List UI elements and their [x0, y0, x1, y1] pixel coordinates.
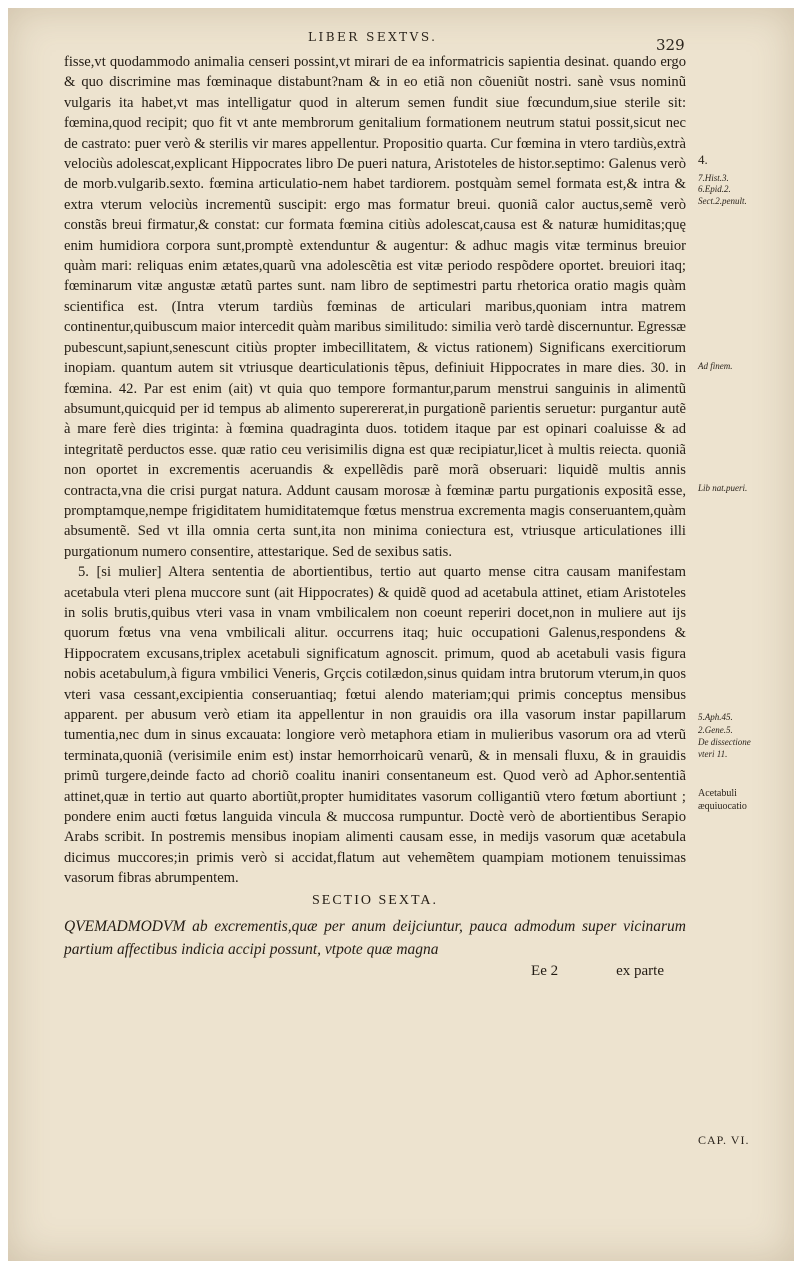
margin-note-aph: 5.Aph.45. — [698, 712, 733, 722]
margin-note-epid: 6.Epid.2. — [698, 184, 731, 194]
book-page — [8, 8, 794, 1261]
margin-note-lib-nat-pueri: Lib nat.pueri. — [698, 483, 748, 493]
running-title: LIBER SEXTVS. — [308, 30, 438, 44]
margin-note-gene: 2.Gene.5. — [698, 725, 733, 735]
margin-note-chapter: CAP. VI. — [698, 1133, 750, 1147]
margin-note-sect: Sect.2.penult. — [698, 196, 747, 206]
page-number: 329 — [656, 36, 685, 54]
page-footer-line — [64, 961, 686, 981]
margin-note-acetabuli: Acetabuli — [698, 788, 737, 799]
margin-note-hist: 7.Hist.3. — [698, 173, 729, 183]
main-text-column — [64, 52, 686, 981]
margin-note-de-dissectione: De dissectione — [698, 737, 751, 747]
paragraph-si-mulier: 5. [si mulier] Altera sententia de abortientibus, tertio aut quarto mense citra causam manifestam acetabula vteri plena muccore sunt (ait Hippocrates) & quidẽ quod ad acetabula attinet, etiam Aristoteles in solis brutis,quibus vteri vasa in vnam vmbilicalem non coeunt reperiri docet,non in muliere aut ijs quorum fœtus vna vena vmbilicali alitur. occurrens itaq; huic occupationi Galenus,respondens & Hippocratem excusans,triplex acetabuli significatum agnoscit. primum, quod ab acetabuli vasis figura nobis acetabulum,à figura vmbilici Veneris, Grçcis cotilædon,sinus quidam intra brutorum vterum,in quos vteri vasa cessant,excipientia conseruantiaq; fœtui alendo materiam;qui primis conceptus mensibus apparent. per abusum verò etiam ita appellentur in non grauidis ora illa vasorum instar papillarum tumentia,nec dum in sinus excauata: longiore verò metaphora etiam in mulieribus vasorum ora ad vterũ terminata,quoniã (verisimile enim est) instar hemorrhoicarũ venarũ, & in mensali fluxu, & in grauidis primũ turgere,deinde facto ad choriõ coalitu inaniri consentaneum est. Quod verò ad Aphor.sententiã attinet,quæ in tertio aut quarto abortiũt,propter humiditates vasorum colligantiũ vtero fœtum abortiunt ; pondere enim aucti fœtus languida vincula & muccosa rumpuntur. Doctè verò de abortientibus Serapio Arabs scribit. In postremis mensibus inopiam alimenti causam esse, in medijs vasorum quæ acetabula dicimus muccores;in primis verò si accidat,flatum aut vehemẽtem quampiam motionem tenuissimas vasorum fibras abrumpentem. — [64, 564, 686, 887]
paragraph-propositio: fisse,vt quodammodo animalia censeri possint,vt mirari de ea informatricis sapientia desinat. quando ergo & quo discrimine mas fœminaque distabunt?nam & in eo etiã non cõueniũt nostri. sanè vsus nominũ vulgaris ita habet,vt mas intelligatur quod in alterum semen fundit siue fœcundum,siue sterile sit: fœmina,quod recipit; quo fit vt ante membrorum genitalium formationem neutrum statui possit,sicut nec de castrato: puer verò & sterilis vir mares appellentur. Propositio quarta. Cur fœmina in vtero tardiùs,extrà velociùs adolescat,explicant Hippocrates libro De pueri natura, Aristoteles de histor.septimo: Galenus verò de morb.vulgarib.sexto. fœmina articulatio-nem habet tardiorem. postquàm semel formata est,& intra & extra vterum velociùs incrementũ suscipit: ergo mas formatur breui. quoniã calor auctus,semẽ verò constãs breui firmatur,& constat: cur formata fœmina citiùs adolescat,causa est & naturæ humiditas;quę enim humidiora corpora sunt,promptè extenduntur & augentur: & adhuc magis vitæ terminus breuior quàm mari: reliquas enim ætates,quarũ vna adolescẽtia est vitæ periodo respõdere oportet. breuiori itaq; fœminarum vitæ angustæ ætatũ partes sunt. nam libro de septimestri partu rhetorica oratio magis quàm scientifica est. (Intra vterum tardiùs fœminas de articulari maribus,quoniam intra matrem continentur,quibuscum maior intercedit quàm maribus similitudo: similia verò tardè discernuntur. Egressæ pubescunt,sapiunt,senescunt citiùs propter imbecillitatem, & victus rationem) Significans exercitiorum inopiam. quantum autem sit vtriusque dearticulationis tẽpus, definiuit Hippocrates in mare dies. 30. in fœmina. 42. Par est enim (ait) vt quia quo tempore formantur,parum menstrui sanguinis in alimentũ absumunt,quicquid per id tempus ab alimento superererat,in purgationẽ parientis seruetur: purgantur autẽ à mare ferè dies triginta: à fœmina quadraginta duos. totidem itaque par est opinari coaluisse & ad integritatẽ perductos esse. quæ ratio ceu verisimilis digna est quæ recipiatur,licet à multis reiecta. quoniã non oportet in excrementis aceruandis & expellẽdis parẽ morã obseruari: liquidẽ multis annis contracta,vna die crisi purgat natura. Addunt causam morosæ à fœminæ partu purgationis expositã esse, promptamque,nempe frigiditatem humiditatemque fœtus menstrua excrementa magis conseruantem,quàm absumentẽ. Sed vt illa omnia certa sunt,ita non minima coniectura est, vtriusque articulationes illi purgationum numero consentire, attestarique. Sed de sexibus satis. — [64, 54, 686, 560]
margin-note-ad-finem: Ad finem. — [698, 361, 733, 371]
signature-mark: Ee 2 — [531, 963, 559, 980]
section-heading: SECTIO SEXTA. — [312, 892, 438, 908]
margin-note-vteri: vteri 11. — [698, 749, 728, 759]
margin-note-propositio-number: 4. — [698, 152, 708, 167]
chapter-lead-text: QVEMADMODVM ab excrementis,quæ per anum deijciuntur, pauca admodum super vicinarum partium affectibus indicia accipi possunt, vtpote quæ magna — [64, 918, 686, 959]
catchword: ex parte — [616, 963, 664, 980]
margin-note-aequiuocatio: æquiuocatio — [698, 801, 747, 812]
